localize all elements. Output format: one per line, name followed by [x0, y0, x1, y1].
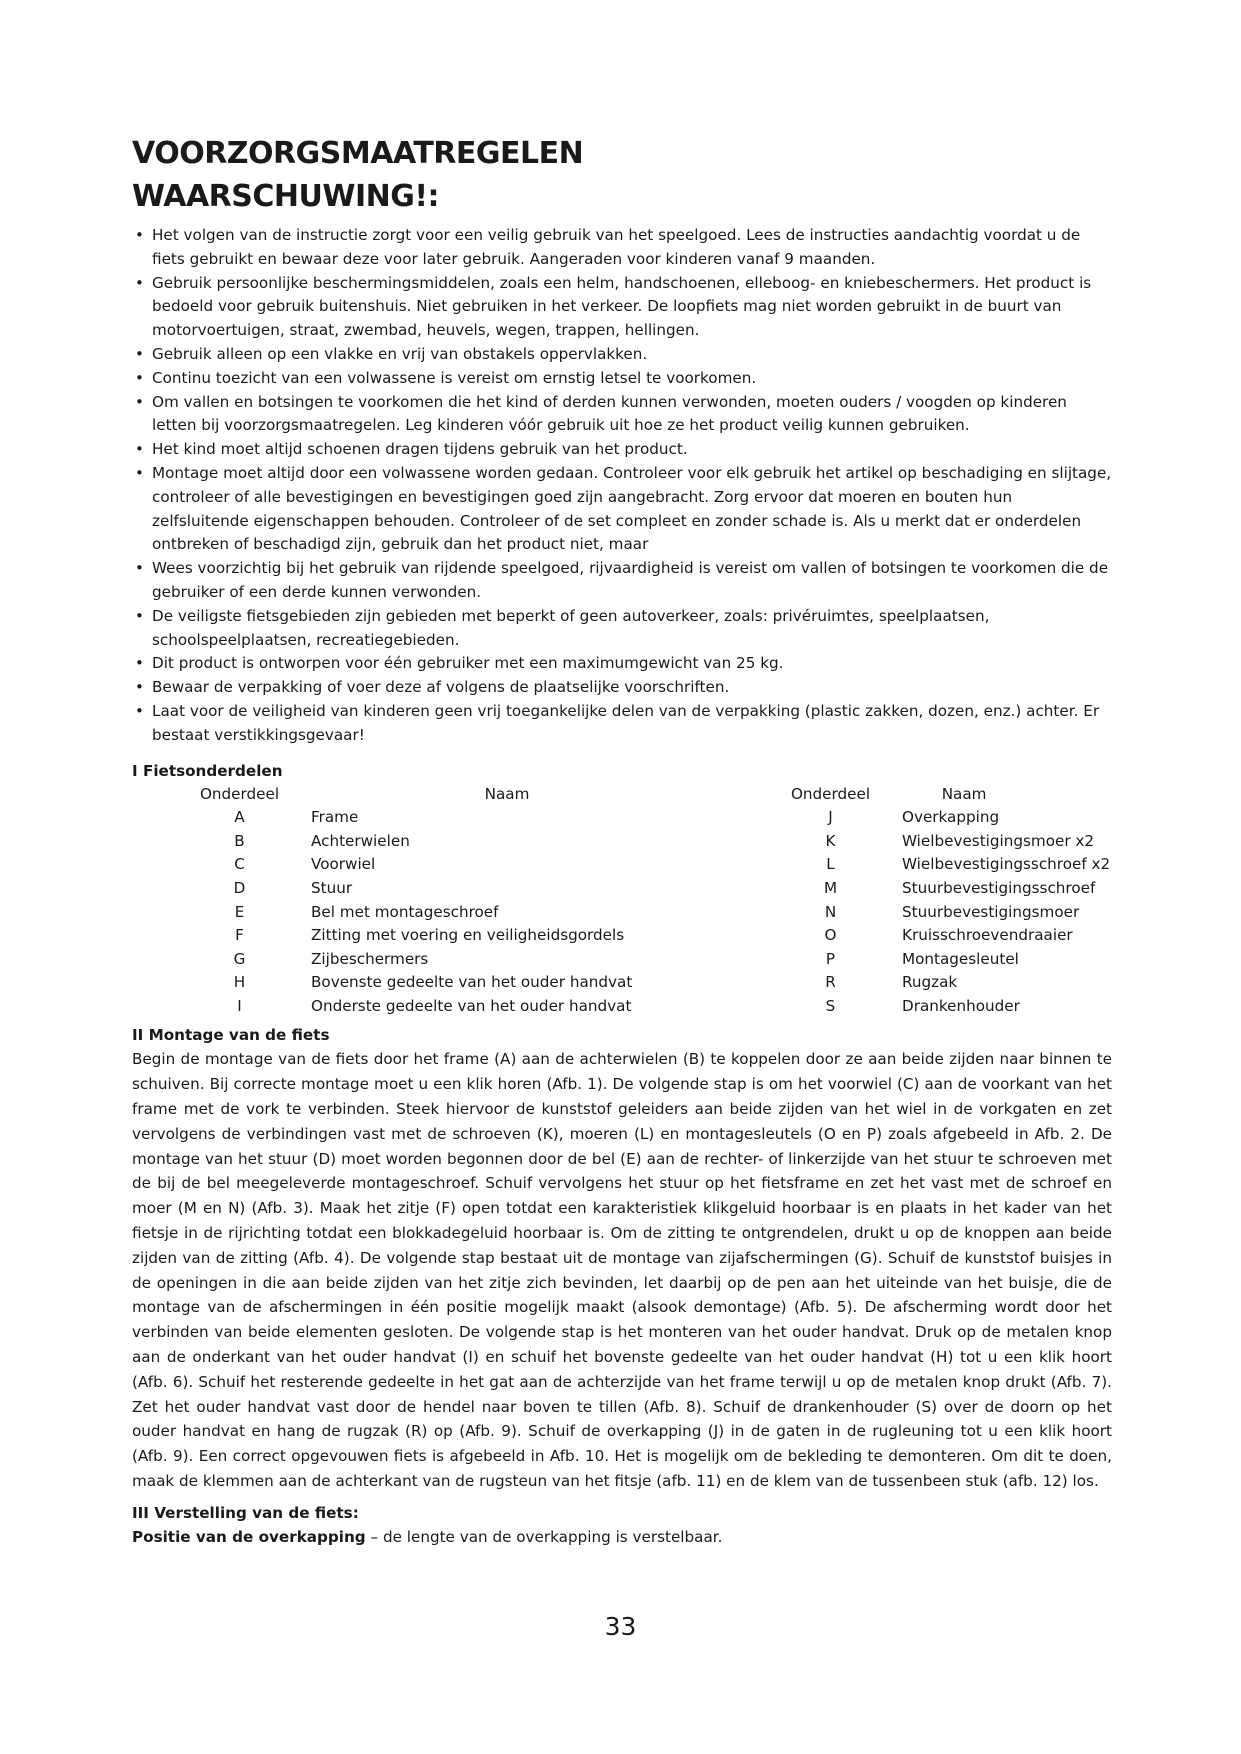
part-name: Stuurbevestigingsschroef — [902, 878, 1096, 897]
part-letter: L — [826, 855, 835, 874]
header-name-left: Naam — [484, 784, 530, 803]
assembly-heading: II Montage van de fiets — [132, 1026, 330, 1045]
table-row — [192, 877, 1110, 901]
list-item: • Het volgen van de instructie zorgt voor een veilig gebruik van het speelgoed. Lees de instructies aandachtig voordat u de fiets gebruikt en bewaar deze voor later gebruik. Aangeraden voor kinderen vanaf 9 maanden. — [132, 224, 1112, 272]
part-letter: O — [824, 926, 837, 945]
part-name: Wielbevestigingsschroef x2 — [902, 855, 1111, 874]
list-item: • De veiligste fietsgebieden zijn gebieden met beperkt of geen autoverkeer, zoals: privéruimtes, speelplaatsen, schoolspeelplaatsen, recreatiegebieden. — [132, 605, 1112, 653]
part-name: Montagesleutel — [902, 949, 1019, 968]
page-content — [132, 132, 1112, 1549]
list-item: • Het kind moet altijd schoenen dragen tijdens gebruik van het product. — [132, 438, 1112, 462]
warning-list — [132, 224, 1112, 748]
part-letter: A — [234, 808, 245, 827]
part-letter: M — [823, 878, 838, 897]
list-item: • Montage moet altijd door een volwassene worden gedaan. Controleer voor elk gebruik het artikel op beschadiging en slijtage, controleer of alle bevestigingen en bevestigingen goed zijn aangebracht. Zorg ervoor dat moeren en bouten hun zelfsluitende eigenschappen behouden. Controleer of de set compleet en zonder schade is. Als u merkt dat er onderdelen ontbreken of beschadigd zijn, gebruik dan het product niet, maar — [132, 462, 1112, 557]
adjust-paragraph — [132, 1525, 1112, 1549]
header-name-right: Naam — [941, 784, 987, 803]
part-name: Rugzak — [902, 973, 958, 992]
part-name: Bovenste gedeelte van het ouder handvat — [311, 973, 633, 992]
table-header-row — [192, 783, 1110, 807]
list-item: • Gebruik alleen op een vlakke en vrij van obstakels oppervlakken. — [132, 343, 1112, 367]
list-item: • Om vallen en botsingen te voorkomen die het kind of derden kunnen verwonden, moeten ouders / voogden op kinderen letten bij voorzorgsmaatregelen. Leg kinderen vóór gebruik uit hoe ze het product veilig kunnen gebruiken. — [132, 391, 1112, 439]
part-letter: G — [233, 949, 246, 968]
parts-heading: I Fietsonderdelen — [132, 761, 283, 780]
warning-title: WAARSCHUWING!: — [132, 179, 440, 214]
part-letter: K — [825, 831, 836, 850]
part-letter: S — [825, 996, 836, 1015]
adjust-heading: III Verstelling van de fiets: — [132, 1503, 359, 1522]
part-name: Onderste gedeelte van het ouder handvat — [311, 996, 632, 1015]
adjust-dash: – — [365, 1527, 383, 1546]
table-row — [192, 830, 1110, 854]
part-name: Kruisschroevendraaier — [902, 926, 1073, 945]
table-row — [192, 924, 1110, 948]
table-row — [192, 853, 1110, 877]
part-letter: H — [233, 973, 246, 992]
part-letter: F — [235, 926, 244, 945]
main-title: VOORZORGSMAATREGELEN — [132, 136, 584, 171]
part-letter: C — [234, 855, 245, 874]
adjust-text: de lengte van de overkapping is verstelbaar. — [382, 1527, 723, 1546]
part-name: Frame — [311, 808, 359, 827]
part-letter: D — [233, 878, 246, 897]
adjust-label: Positie van de overkapping — [132, 1527, 366, 1546]
part-name: Stuur — [311, 878, 353, 897]
part-name: Wielbevestigingsmoer x2 — [902, 831, 1095, 850]
header-part-right: Onderdeel — [790, 784, 871, 803]
part-name: Zitting met voering en veiligheidsgordels — [311, 926, 625, 945]
header-part-left: Onderdeel — [199, 784, 280, 803]
table-row — [192, 806, 1110, 830]
part-letter: E — [234, 902, 245, 921]
page-number: 33 — [604, 1612, 637, 1641]
part-name: Bel met montageschroef — [311, 902, 499, 921]
part-name: Voorwiel — [311, 855, 376, 874]
list-item: • Gebruik persoonlijke beschermingsmiddelen, zoals een helm, handschoenen, elleboog- en kniebeschermers. Het product is bedoeld voor gebruik buitenshuis. Niet gebruiken in het verkeer. De loopfiets mag niet worden gebruikt in de buurt van motorvoertuigen, straat, zwembad, heuvels, wegen, trappen, hellingen. — [132, 272, 1112, 343]
table-row — [192, 971, 1110, 995]
part-name: Drankenhouder — [902, 996, 1020, 1015]
part-letter: R — [825, 973, 836, 992]
part-name: Zijbeschermers — [311, 949, 429, 968]
assembly-text: Begin de montage van de fiets door het frame (A) aan de achterwielen (B) te koppelen door ze aan beide zijden naar binnen te schuiven. Bij correcte montage moet u een klik horen (Afb. 1). De volgende stap is om het voorwiel (C) aan de voorkant van het frame met de vork te verbinden. Steek hiervoor de kunststof geleiders aan beide zijden van het wiel in de vorkgaten en zet vervolgens de verbindingen vast met de schroeven (K), moeren (L) en montagesleutels (O en P) zoals afgebeeld in Afb. 2. De montage van het stuur (D) moet worden begonnen door de bel (E) aan de rechter- of linkerzijde van het stuur te schroeven met de bij de bel meegeleverde montageschroef. Schuif vervolgens het stuur op het fietsframe en zet het vast met de schroef en moer (M en N) (Afb. 3). Maak het zitje (F) open totdat een karakteristiek klikgeluid hoorbaar is en plaats in het kader van het fietsje in de rijrichting totdat een blokkadegeluid hoorbaar is. Om de zitting te ontgrendelen, drukt u op de knoppen aan beide zijden van de zitting (Afb. 4). De volgende stap bestaat uit de montage van zijafschermingen (G). Schuif de kunststof buisjes in de openingen in die aan beide zijden van het zitje zich bevinden, let daarbij op de pen aan het uiteinde van het buisje, die de montage van de afschermingen in één positie mogelijk maakt (alsook demontage) (Afb. 5). De afscherming wordt door het verbinden van beide elementen gesloten. De volgende stap is het monteren van het ouder handvat. Druk op de metalen knop aan de onderkant van het ouder handvat (I) en schuif het bovenste gedeelte van het ouder handvat (H) tot u een klik hoort (Afb. 6). Schuif het resterende gedeelte in het gat aan de achterzijde van het frame terwijl u op de metalen knop drukt (Afb. 7). Zet het ouder handvat vast door de hendel naar boven te tillen (Afb. 8). Schuif de drankenhouder (S) over de doorn op het ouder handvat en hang de rugzak (R) op (Afb. 9). Schuif de overkapping (J) in de gaten in de rugleuning tot u een klik hoort (Afb. 9). Een correct opgevouwen fiets is afgebeeld in Afb. 10. Het is mogelijk om de bekleding te demonteren. Om dit te doen, maak de klemmen aan de achterkant van de rugsteun van het fitsje (afb. 11) en de klem van de tussenbeen stuk (afb. 12) los. — [132, 1050, 1112, 1491]
list-item: • Continu toezicht van een volwassene is vereist om ernstig letsel te voorkomen. — [132, 367, 1112, 391]
part-letter: J — [828, 808, 833, 827]
list-item: • Wees voorzichtig bij het gebruik van rijdende speelgoed, rijvaardigheid is vereist om vallen of botsingen te voorkomen die de gebruiker of een derde kunnen verwonden. — [132, 557, 1112, 605]
table-row — [192, 901, 1110, 925]
parts-table — [192, 783, 1110, 1019]
part-name: Overkapping — [902, 808, 1000, 827]
part-name: Stuurbevestigingsmoer — [902, 902, 1080, 921]
part-name: Achterwielen — [311, 831, 410, 850]
part-letter: P — [825, 949, 836, 968]
part-letter: N — [824, 902, 837, 921]
table-row — [192, 948, 1110, 972]
list-item: • Laat voor de veiligheid van kinderen geen vrij toegankelijke delen van de verpakking (plastic zakken, dozen, enz.) achter. Er bestaat verstikkingsgevaar! — [132, 700, 1112, 748]
part-letter: I — [237, 996, 242, 1015]
list-item: • Dit product is ontworpen voor één gebruiker met een maximumgewicht van 25 kg. — [132, 652, 1112, 676]
table-row — [192, 995, 1110, 1019]
part-letter: B — [234, 831, 245, 850]
list-item: • Bewaar de verpakking of voer deze af volgens de plaatselijke voorschriften. — [132, 676, 1112, 700]
